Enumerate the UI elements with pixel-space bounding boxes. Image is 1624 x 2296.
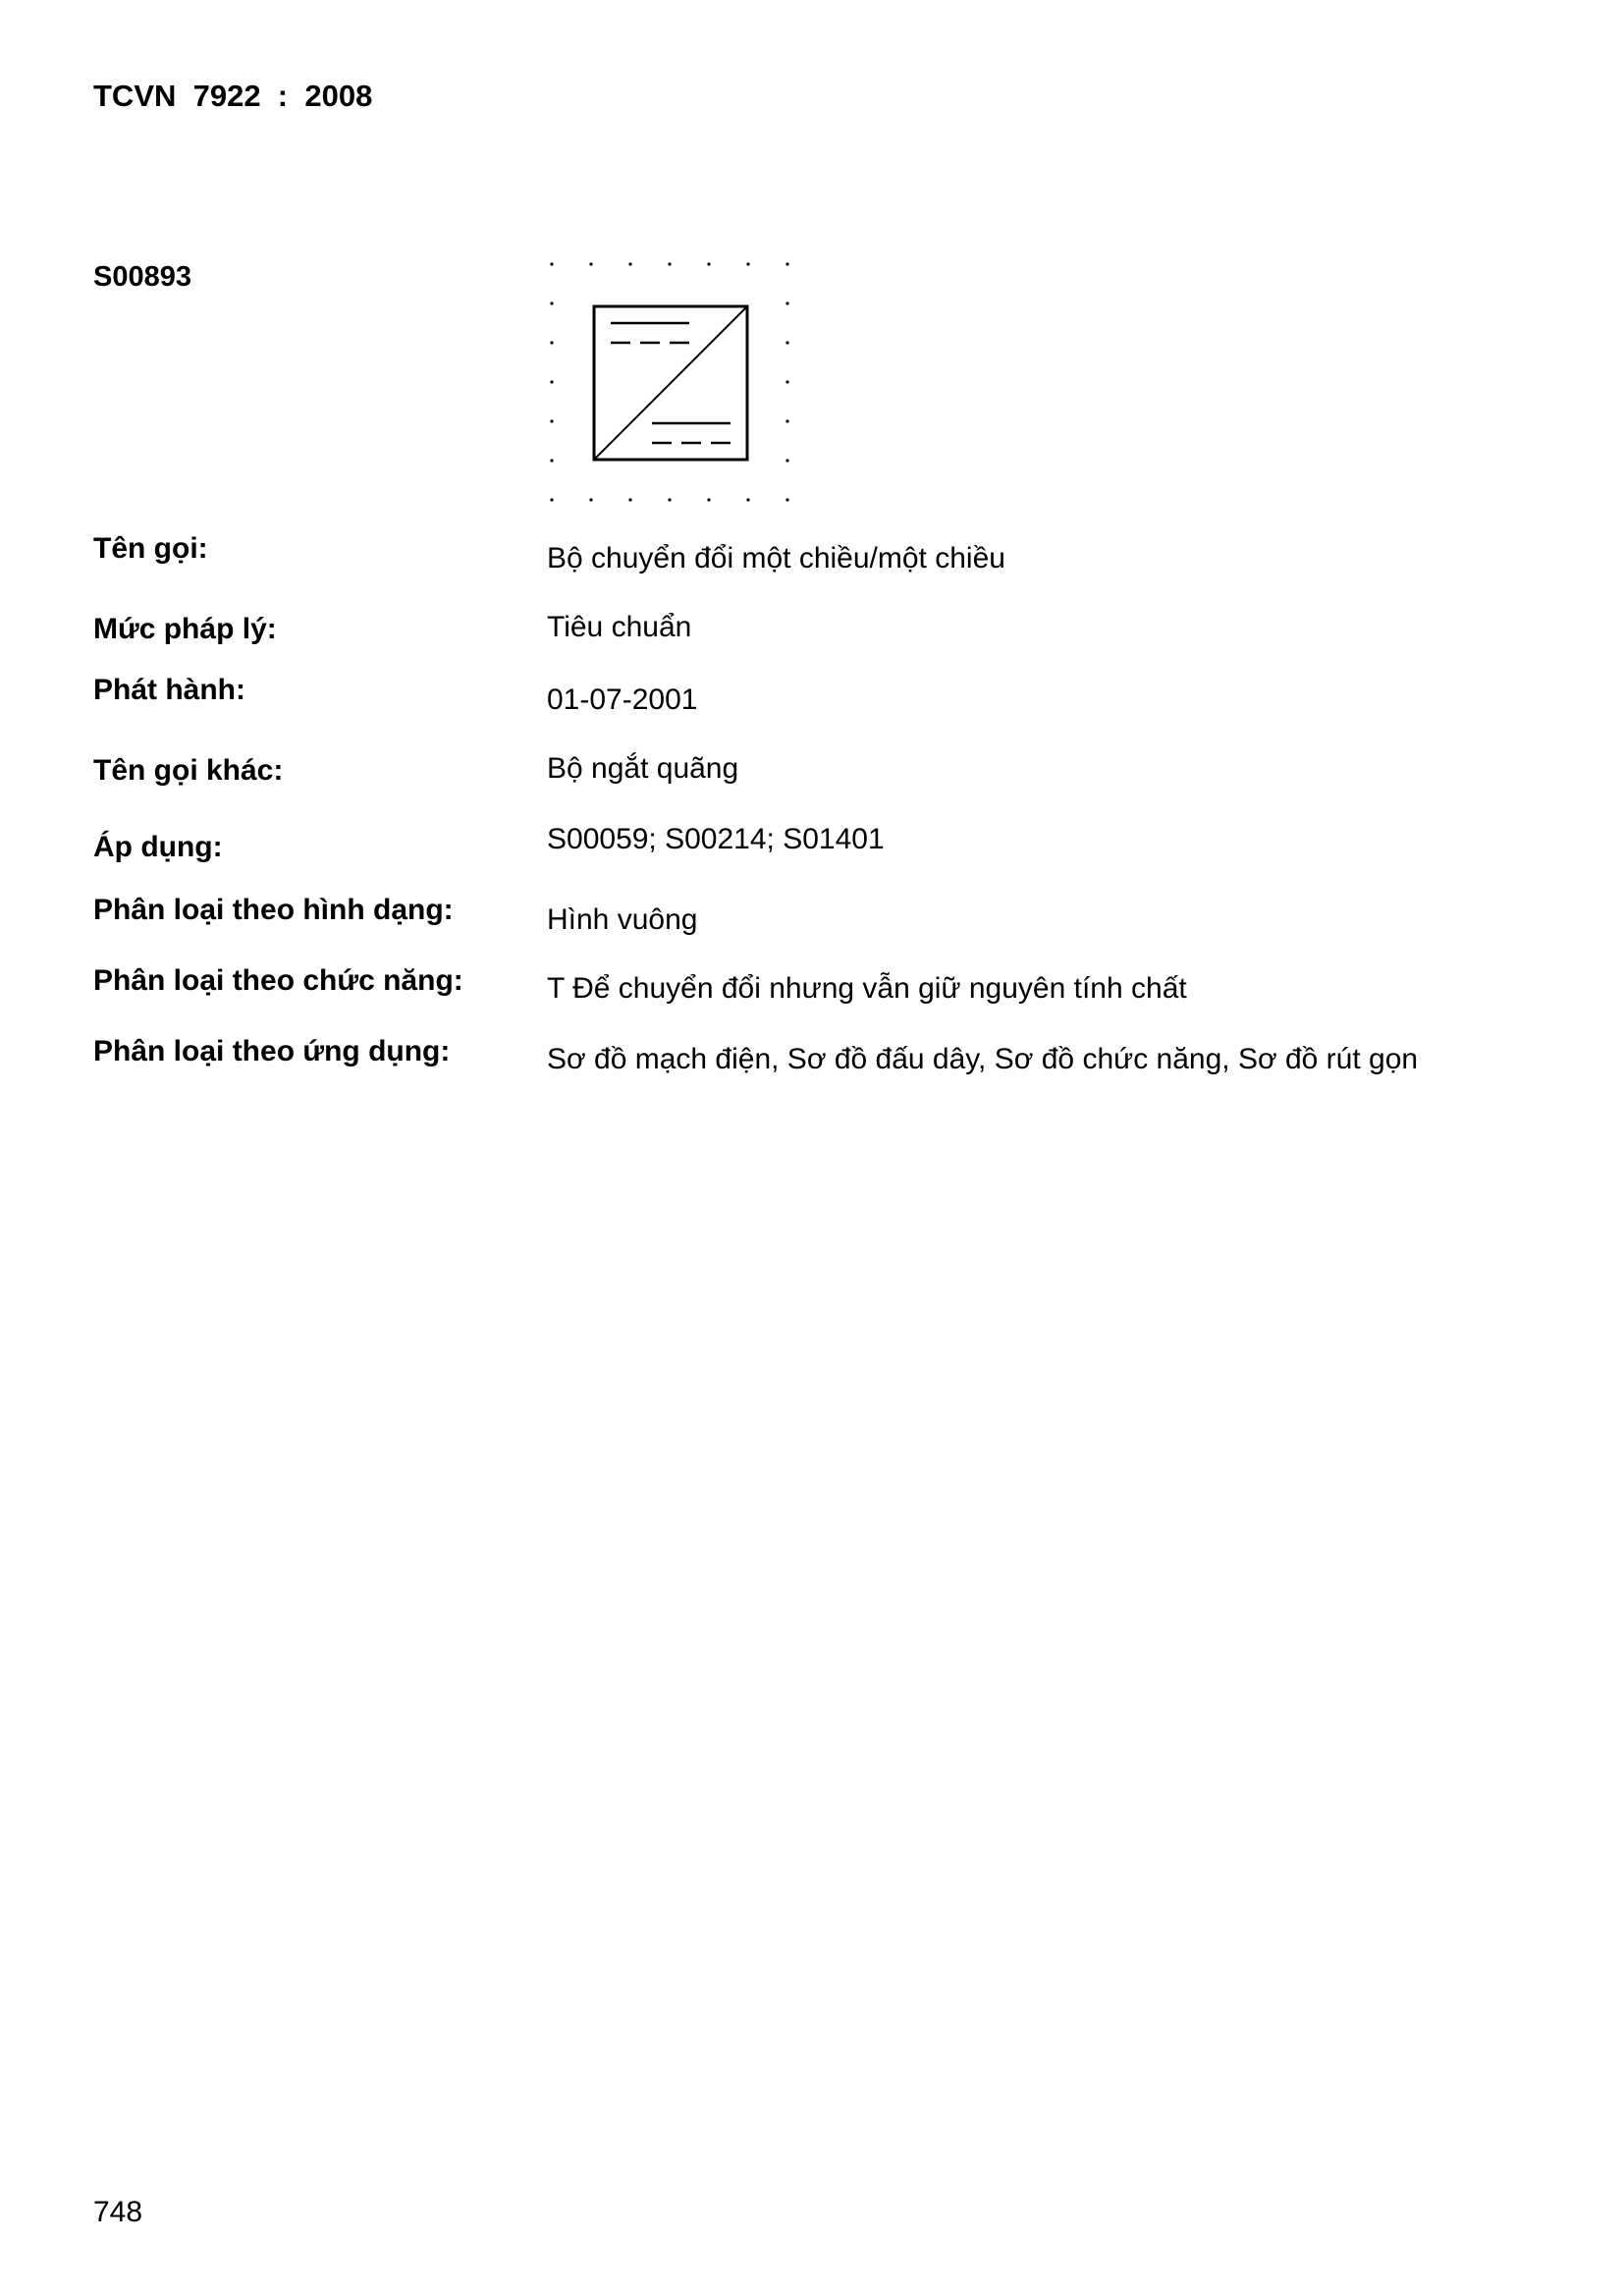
field-label-issued: Phát hành: bbox=[93, 674, 245, 706]
field-label-alias: Tên gọi khác: bbox=[93, 754, 284, 787]
field-label-application-class: Phân loại theo ứng dụng: bbox=[93, 1035, 451, 1067]
symbol-diagonal bbox=[594, 306, 747, 460]
field-label-name: Tên gọi: bbox=[93, 532, 208, 565]
field-value-application-class: Sơ đồ mạch điện, Sơ đồ đấu dây, Sơ đồ chức năng, Sơ đồ rút gọn bbox=[547, 1043, 1419, 1075]
grid-dots bbox=[550, 262, 788, 501]
field-label-legal-level: Mức pháp lý: bbox=[93, 613, 277, 645]
field-value-shape-class: Hình vuông bbox=[547, 903, 698, 936]
field-value-function-class: T Để chuyển đổi nhưng vẫn giữ nguyên tính chất bbox=[547, 972, 1187, 1005]
dc-dc-converter-symbol-icon bbox=[538, 250, 803, 516]
field-label-function-class: Phân loại theo chức năng: bbox=[93, 964, 463, 997]
field-value-alias: Bộ ngắt quãng bbox=[547, 752, 739, 785]
symbol-id: S00893 bbox=[93, 261, 191, 293]
page-number: 748 bbox=[93, 2196, 143, 2228]
standard-code-header: TCVN 7922 : 2008 bbox=[93, 79, 373, 113]
field-value-applies-to: S00059; S00214; S01401 bbox=[547, 823, 885, 855]
field-label-applies-to: Áp dụng: bbox=[93, 831, 223, 863]
field-label-shape-class: Phân loại theo hình dạng: bbox=[93, 894, 454, 926]
field-value-name: Bộ chuyển đổi một chiều/một chiều bbox=[547, 542, 1005, 574]
field-value-legal-level: Tiêu chuẩn bbox=[547, 611, 692, 643]
field-value-issued: 01-07-2001 bbox=[547, 683, 698, 716]
